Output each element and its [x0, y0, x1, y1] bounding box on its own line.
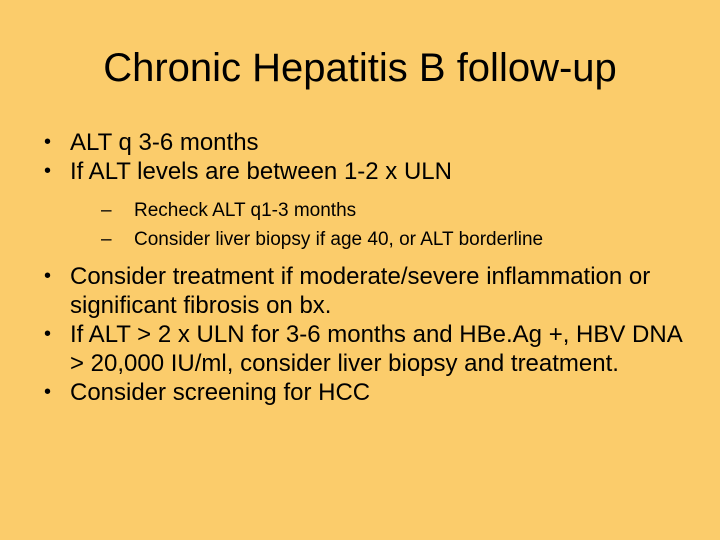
- sub-bullet-text: Recheck ALT q1-3 months: [134, 200, 357, 221]
- bullet-item: [44, 320, 694, 378]
- bullet-item: [44, 128, 694, 157]
- sub-bullet-item: [101, 196, 694, 225]
- bullet-marker: •: [44, 265, 52, 287]
- bullet-text: ALT q 3-6 months: [70, 129, 259, 156]
- bullet-marker: •: [44, 323, 52, 345]
- sub-bullet-text: Consider liver biopsy if age 40, or ALT borderline: [134, 229, 544, 250]
- sub-bullet-list: [70, 196, 694, 254]
- slide-title: Chronic Hepatitis B follow-up: [103, 46, 617, 90]
- bullet-list: [44, 128, 694, 407]
- bullet-text: If ALT > 2 x ULN for 3-6 months and HBe.Ag +, HBV DNA > 20,000 IU/ml, consider liver biopsy and treatment.: [70, 321, 682, 377]
- bullet-text: Consider treatment if moderate/severe inflammation or significant fibrosis on bx.: [70, 263, 651, 319]
- bullet-text: Consider screening for HCC: [70, 379, 371, 406]
- bullet-marker: •: [44, 131, 52, 153]
- dash-marker: –: [101, 229, 112, 250]
- bullet-item: [44, 157, 694, 254]
- dash-marker: –: [101, 200, 112, 221]
- bullet-item: [44, 378, 694, 407]
- bullet-marker: •: [44, 160, 52, 182]
- bullet-item: [44, 262, 694, 320]
- sub-bullet-item: [101, 225, 694, 254]
- bullet-marker: •: [44, 381, 52, 403]
- bullet-text: If ALT levels are between 1-2 x ULN: [70, 158, 452, 185]
